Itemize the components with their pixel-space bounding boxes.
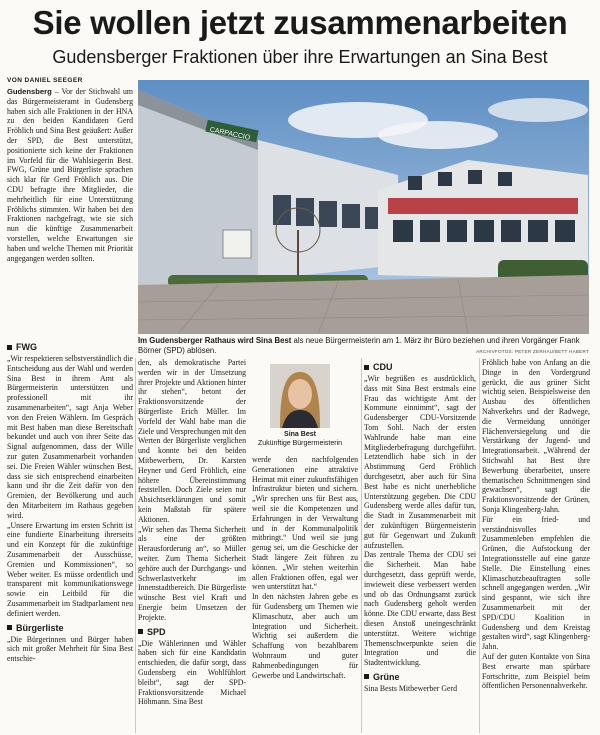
headline: Sie wollen jetzt zusammenarbeiten (32, 4, 568, 41)
section-heading-cdu: CDU (364, 361, 476, 373)
rathaus-photo (138, 80, 589, 334)
lead-paragraph (7, 87, 133, 263)
sina-best-portrait (270, 364, 330, 428)
column-divider (135, 358, 136, 733)
section-heading-gruene: Grüne (364, 671, 476, 683)
section-heading-buergerliste: Bürgerliste (7, 622, 133, 634)
column-1 (7, 87, 133, 337)
column-5 (482, 358, 590, 733)
column-divider (361, 358, 362, 733)
buergerliste-paragraph-1: „Die Bürgerinnen und Bürger haben sich mit großer Mehrheit für Sina Best entschie- (7, 634, 133, 664)
caption-text: als neue Bürgermeisterin am 1. März ihr Büro beziehen und ihren Vorgänger Frank Börner (SPD) ablösen. (138, 336, 580, 355)
carpaccio-sign-text: CARPACCIO (209, 126, 251, 142)
column-divider (479, 358, 480, 733)
subheadline: Gudensberger Fraktionen über ihre Erwartungen an Sina Best (52, 47, 548, 67)
gruene-paragraph-1: Sina Bests Mitbewerber Gerd (364, 683, 458, 693)
dateline: Gudensberg (7, 87, 52, 96)
spd-paragraph-3: In den nächsten Jahren gebe es für Gudensberg um Themen wie Klimaschutz, aber auch um Integration und Sicherheit. Wichtig sei außerdem die Schaffung von bezahlbarem Wohnraum und guter Rahmenbedingungen für Gewerbe und Landwirtschaft. (252, 592, 358, 680)
gruene-paragraph-3: Für ein fried- und verständnisvolles Zusammenleben empfehlen die Grünen, die Aufstockung der Integrationsstelle auf eine ganze Stelle. Die Einstellung eines Klimaschutzbeauftragten solle schnell angegangen werden. „Wir sind gespannt, wie sich ihre Zusammenarbeit mit der SPD/CDU Koalition in Gudensberg und dem Kreistag gestalten wird“, sagt Klingenberg-Jahn. (482, 514, 590, 652)
section-heading-fwg: FWG (7, 341, 133, 353)
column-2 (138, 358, 246, 733)
section-marker-icon (364, 674, 369, 679)
lead-text: – Vor der Stichwahl um das Bürgermeisteramt in Gudensberg haben sich alle Fraktionen in der HNA zu den beiden Kandidaten Gerd Fröhlich und Sina Best geäußert: Außer der SPD, die Best unterstützt, positionierte sich keine der Fraktionen im Vorfeld für die Wahlsiegerin Best. FWG, Grüne und Bürgerliste sprachen sich klar für Gerd Fröhlich aus. Die CDU befragte ihre Mitglieder, die mehrheitlich für eine Unterstützung Fröhlichs stimmten. Wir haben bei den Fraktionen nachgefragt, wie sie sich nun die künftige Zusammenarbeit vorstellen, welche Erwartungen sie haben und welche Themen mit Priorität angegangen werden sollten. (7, 87, 133, 263)
section-marker-icon (7, 345, 12, 350)
section-marker-icon (364, 365, 369, 370)
section-heading-spd: SPD (138, 626, 246, 638)
cdu-paragraph-1: „Wir begrüßen es ausdrücklich, dass mit Sina Best erstmals eine Frau das wichtigste Amt der Kommune einnimmt“, sagt der Gudensberger CDU-Vorsitzende Tom Sohl. Nach der ersten Wahlrunde habe man eine Mitgliederbefragung durchgeführt. Letztendlich habe sich in der Abstimmung Gerd Fröhlich durchgesetzt, aber auch für Sina Best habe es nicht unerhebliche Unterstützung gegeben. Die CDU Gudensberg werde alles dafür tun, die Stadt in Zusammenarbeit mit der zukünftigen Bürgermeisterin gut für Gegenwart und Zukunft aufzustellen. (364, 374, 476, 550)
byline: VON DANIEL SEEGER (7, 77, 83, 84)
section-marker-icon (7, 625, 12, 630)
portrait-name: Sina Best (284, 431, 316, 438)
photo-credit: ARCHIVFOTOS: PETER ZERHAU/BETT HABERT (476, 349, 589, 354)
column-4 (364, 358, 476, 733)
fwg-paragraph-1: „Wir respektieren selbstverständlich die Entscheidung aus der Wahl und werden Sina Best in ihrem Amt als Bürgermeisterin unterstützen und professionell mit ihr zusammenarbeiten“, sagt Anja Weber von den Freien Wählern. Im Gespräch mit Best haben man diese Bereitschaft bekundet und auch von ihrer Seite das Signal aufgenommen, dass der Wille zur guten Zusammenarbeit vorhanden sei. Die Freien Wähler wünschen Best, dass sie sich entsprechend einarbeiten kann und ihr die Zeit dafür von den Gremien, der Bevölkerung und auch den Mitarbeitern im Rathaus gegeben wird. (7, 354, 133, 520)
buergerliste-paragraph-2: den, als demokratische Partei werden wir in der Umsetzung ihrer Projekte und Aktionen hinter ihr stehen“, betont der Fraktionsvorsitzende der Bürgerliste Erich Müller. Im Vorfeld der Wahl habe man die Ziele und Versprechungen mit den Werten der Bürgerliste verglichen und konnte bei den beiden Mitbewerbern, Dr. Karsten Heyner und Gerd Fröhlich, eine höhere Übereinstimmung feststellen. Doch Ziele seien nur Absichtserklärungen und somit kein Maßstab für spätere Aktionen. (138, 358, 246, 524)
buergerliste-paragraph-3: „Wir sehen das Thema Sicherheit als eine der größten Herausforderung an“, so Müller weiter. Zum Thema Sicherheit gehöre auch der Durchgangs- und Schwerlastverkehr im Innenstadtbereich. Die Bürgerliste wünsche Best viel Kraft und Energie beim Umsetzen der Projekte. (138, 524, 246, 622)
photo-caption (138, 336, 589, 357)
gruene-paragraph-4: Auf der guten Kontakte von Sina Best erwarte man spürbare Fortschritte, zum Beispiel beim öffentlichen Personennahverkehr. (482, 651, 590, 691)
section-marker-icon (138, 629, 143, 634)
fwg-paragraph-2: „Unsere Erwartung im ersten Schritt ist eine fundierte Einarbeitung ihrerseits und ein Konzept für die zukünftige Zusammenarbeit der Ausschüsse, Gremien und Kommissionen“, so Weber weiter. Es müsse ordentlich und transparent mit kommunikationswege sowie ein Leitbild für die Zusammenarbeit im Stadtparlament neu definiert werden. (7, 520, 133, 618)
column-3 (252, 455, 358, 733)
column-1-lower (7, 338, 133, 733)
cdu-paragraph-2: Das zentrale Thema der CDU sei die Sicherheit. Man habe durchgesetzt, dass geprüft werde, inwieweit diese verbessert werden und ob das Ordnungsamt zurück nach Gudensberg geholt werden könne. Die CDU erwarte, dass Best diesen Anstoß uneingeschränkt unterstützt. Weitere wichtige Themenschwerpunkte seien die Integration und die Stadtentwicklung. (364, 550, 476, 668)
gruene-paragraph-2: Fröhlich habe von Anfang an die Dinge in den Vordergrund gerückt, die aus grüner Sicht wichtig seien. Beispielsweise den Ausbau des öffentlichen Nahverkehrs und der Radwege, die Vermeidung unnötiger Flächenversiegelung und die Verstärkung der Jugend- und Integrationsarbeit. „Während der Stichwahl hat Best ihre Bewerbung überarbeitet, unsere thematischen Schnittmengen sind gewachsen“, sagt die Fraktionsvorsitzende der Grünen, Sonja Klingenberg-Jahn. (482, 358, 590, 514)
caption-bold: Im Gudensberger Rathaus wird Sina Best (138, 336, 292, 345)
spd-paragraph-2: werde den nachfolgenden Generationen eine attraktive Heimat mit einer zukunftsfähigen Infrastruktur bieten und sichern. „Wir sprechen uns für Best aus, weil sie die Kompetenzen und Erfahrungen in der Verwaltung und in der Kommunalpolitik mitbringt.“ Und weil sie jung genug sei, um die Geschicke der Stadt längere Zeit führen zu können. „Wir stehen weiterhin allen Fraktionen offen, egal wer wen unterstützt hat.“ (252, 455, 358, 592)
spd-paragraph-1: „Die Wählerinnen und Wähler haben sich für eine Kandidatin entschieden, die dafür sorgt, dass Gudensberg ein Wohlfühlort bleibt“, sagt der SPD-Fraktionsvorsitzende Michael Höhmann. Sina Best (138, 638, 246, 707)
portrait-role: Zukünftige Bürgermeisterin (257, 440, 343, 447)
